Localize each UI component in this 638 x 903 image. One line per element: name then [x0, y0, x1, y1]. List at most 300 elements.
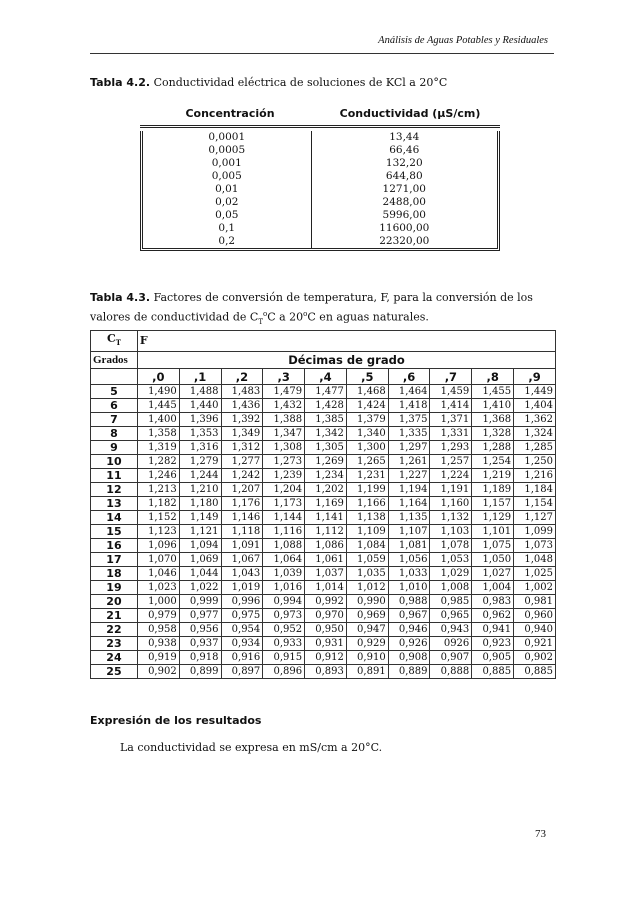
- factor-cell: 0,888: [430, 665, 472, 679]
- grado-cell: 12: [91, 483, 138, 497]
- factor-cell: 1,160: [430, 497, 472, 511]
- table-row: [143, 235, 497, 248]
- factor-cell: 1,231: [346, 469, 388, 483]
- factor-cell: 1,234: [305, 469, 347, 483]
- factor-cell: 0,992: [305, 595, 347, 609]
- factor-cell: 1,039: [263, 567, 305, 581]
- factor-cell: 1,353: [179, 427, 221, 441]
- conductivity-cell: 132,20: [385, 157, 423, 169]
- factor-cell: 1,103: [430, 525, 472, 539]
- factor-cell: 1,146: [221, 511, 263, 525]
- table-4-3-title-sup1: o: [262, 310, 268, 318]
- factor-cell: 1,023: [137, 581, 179, 595]
- factor-cell: 1,061: [305, 553, 347, 567]
- table-4-3: [90, 330, 556, 679]
- factor-cell: 1,204: [263, 483, 305, 497]
- table-row: [91, 637, 556, 651]
- factor-cell: 1,154: [514, 497, 556, 511]
- table-row: [143, 144, 497, 157]
- factor-cell: 1,078: [430, 539, 472, 553]
- factor-cell: 1,138: [346, 511, 388, 525]
- factor-cell: 0,926: [388, 637, 430, 651]
- factor-cell: 0,975: [221, 609, 263, 623]
- table-4-2-title: Conductividad eléctrica de soluciones de KCl a 20°C: [153, 76, 448, 89]
- factor-cell: 1,261: [388, 455, 430, 469]
- factor-cell: 1,342: [305, 427, 347, 441]
- factor-cell: 1,300: [346, 441, 388, 455]
- factor-cell: 1,107: [388, 525, 430, 539]
- factor-cell: 1,219: [472, 469, 514, 483]
- factor-cell: 1,375: [388, 413, 430, 427]
- factor-cell: 1,418: [388, 399, 430, 413]
- factor-cell: 0,956: [179, 623, 221, 637]
- table-4-3-label: Tabla 4.3.: [90, 291, 151, 304]
- factor-cell: 1,331: [430, 427, 472, 441]
- factor-cell: 1,202: [305, 483, 347, 497]
- factor-cell: 1,088: [263, 539, 305, 553]
- factor-cell: 1,033: [388, 567, 430, 581]
- factor-cell: 1,129: [472, 511, 514, 525]
- table-row: [91, 441, 556, 455]
- table-row: [91, 609, 556, 623]
- grado-cell: 11: [91, 469, 138, 483]
- grado-cell: 21: [91, 609, 138, 623]
- factor-cell: 1,064: [263, 553, 305, 567]
- table-4-3-header-row-2: [91, 352, 556, 369]
- factor-cell: 0,981: [514, 595, 556, 609]
- grado-cell: 15: [91, 525, 138, 539]
- factor-cell: 1,347: [263, 427, 305, 441]
- factor-cell: 1,432: [263, 399, 305, 413]
- factor-cell: 0,967: [388, 609, 430, 623]
- grado-cell: 25: [91, 665, 138, 679]
- factor-cell: 0,994: [263, 595, 305, 609]
- table-row: [91, 469, 556, 483]
- factor-cell: 1,324: [514, 427, 556, 441]
- factor-cell: 1,254: [472, 455, 514, 469]
- page-number: 73: [535, 828, 546, 840]
- factor-cell: 1,468: [346, 385, 388, 399]
- factor-cell: 0,899: [179, 665, 221, 679]
- factor-cell: 0,977: [179, 609, 221, 623]
- factor-cell: 1,044: [179, 567, 221, 581]
- factor-cell: 1,244: [179, 469, 221, 483]
- concentration-cell: 0,001: [143, 157, 312, 170]
- factor-cell: 1,144: [263, 511, 305, 525]
- factor-cell: 1,169: [305, 497, 347, 511]
- factor-cell: 1,285: [514, 441, 556, 455]
- conductivity-cell: 22320,00: [379, 235, 430, 247]
- factor-cell: 1,404: [514, 399, 556, 413]
- table-4-3-decimal-row: [91, 369, 556, 385]
- decimal-header-cell: ,5: [346, 369, 388, 385]
- factor-cell: 1,213: [137, 483, 179, 497]
- factor-cell: 1,141: [305, 511, 347, 525]
- factor-cell: 0,885: [472, 665, 514, 679]
- conductivity-cell: 1271,00: [382, 183, 426, 195]
- factor-cell: 1,316: [179, 441, 221, 455]
- table-row: [91, 525, 556, 539]
- table-row: [91, 623, 556, 637]
- factor-cell: 1,328: [472, 427, 514, 441]
- factor-cell: 1,075: [472, 539, 514, 553]
- factor-cell: 1,250: [514, 455, 556, 469]
- ct-header: $C_T$: [91, 331, 138, 352]
- factor-cell: 1,084: [346, 539, 388, 553]
- factor-cell: 1,388: [263, 413, 305, 427]
- factor-cell: 0,996: [221, 595, 263, 609]
- table-row: [91, 581, 556, 595]
- factor-cell: 1,410: [472, 399, 514, 413]
- grados-header: Grados: [91, 352, 138, 369]
- factor-cell: 1,069: [179, 553, 221, 567]
- decimal-header-cell: ,7: [430, 369, 472, 385]
- table-row: [91, 651, 556, 665]
- factor-cell: 0,947: [346, 623, 388, 637]
- factor-cell: 1,449: [514, 385, 556, 399]
- grado-cell: 19: [91, 581, 138, 595]
- table-4-3-caption: [90, 290, 554, 330]
- factor-cell: 1,067: [221, 553, 263, 567]
- factor-cell: 1,445: [137, 399, 179, 413]
- factor-cell: 1,464: [388, 385, 430, 399]
- table-row: [91, 427, 556, 441]
- concentration-cell: 0,01: [143, 183, 312, 196]
- decimal-header-cell: ,4: [305, 369, 347, 385]
- factor-cell: 1,239: [263, 469, 305, 483]
- factor-cell: 0,962: [472, 609, 514, 623]
- factor-cell: 1,265: [346, 455, 388, 469]
- factor-cell: 0,907: [430, 651, 472, 665]
- grado-cell: 18: [91, 567, 138, 581]
- factor-cell: 1,096: [137, 539, 179, 553]
- decimal-header-cell: ,9: [514, 369, 556, 385]
- factor-cell: 1,152: [137, 511, 179, 525]
- factor-cell: 1,135: [388, 511, 430, 525]
- table-row: [91, 567, 556, 581]
- table-row: [91, 665, 556, 679]
- factor-cell: 0,946: [388, 623, 430, 637]
- concentration-cell: 0,005: [143, 170, 312, 183]
- factor-cell: 1,164: [388, 497, 430, 511]
- conductivity-cell: 11600,00: [379, 222, 430, 234]
- factor-cell: 1,173: [263, 497, 305, 511]
- grado-cell: 5: [91, 385, 138, 399]
- decimal-header-cell: ,8: [472, 369, 514, 385]
- factor-cell: 0,940: [514, 623, 556, 637]
- f-header: F: [137, 331, 555, 352]
- factor-cell: 1,273: [263, 455, 305, 469]
- empty-cell: [91, 369, 138, 385]
- table-row: [143, 196, 497, 209]
- factor-cell: 0926: [430, 637, 472, 651]
- grado-cell: 17: [91, 553, 138, 567]
- factor-cell: 1,483: [221, 385, 263, 399]
- grado-cell: 8: [91, 427, 138, 441]
- table-row: [91, 413, 556, 427]
- table-row: [91, 511, 556, 525]
- grado-cell: 22: [91, 623, 138, 637]
- factor-cell: 1,424: [346, 399, 388, 413]
- factor-cell: 1,043: [221, 567, 263, 581]
- header-divider: [90, 53, 554, 54]
- factor-cell: 0,950: [305, 623, 347, 637]
- factor-cell: 1,216: [514, 469, 556, 483]
- factor-cell: 1,070: [137, 553, 179, 567]
- factor-cell: 1,035: [346, 567, 388, 581]
- factor-cell: 1,414: [430, 399, 472, 413]
- factor-cell: 1,081: [388, 539, 430, 553]
- factor-cell: 1,091: [221, 539, 263, 553]
- factor-cell: 1,166: [346, 497, 388, 511]
- factor-cell: 1,050: [472, 553, 514, 567]
- factor-cell: 0,970: [305, 609, 347, 623]
- table-row: [143, 157, 497, 170]
- factor-cell: 1,282: [137, 455, 179, 469]
- factor-cell: 1,176: [221, 497, 263, 511]
- factor-cell: 1,246: [137, 469, 179, 483]
- factor-cell: 1,016: [263, 581, 305, 595]
- table-4-3-header-row-1: [91, 331, 556, 352]
- factor-cell: 1,008: [430, 581, 472, 595]
- factor-cell: 1,094: [179, 539, 221, 553]
- factor-cell: 0,921: [514, 637, 556, 651]
- factor-cell: 0,910: [346, 651, 388, 665]
- factor-cell: 0,919: [137, 651, 179, 665]
- factor-cell: 1,002: [514, 581, 556, 595]
- factor-cell: 1,207: [221, 483, 263, 497]
- grado-cell: 6: [91, 399, 138, 413]
- factor-cell: 1,149: [179, 511, 221, 525]
- table-4-3-title-sub: T: [258, 317, 263, 326]
- factor-cell: 1,118: [221, 525, 263, 539]
- factor-cell: 1,385: [305, 413, 347, 427]
- table-row: [91, 595, 556, 609]
- column-header-concentracion: Concentración: [185, 106, 275, 120]
- factor-cell: 1,027: [472, 567, 514, 581]
- factor-cell: 0,902: [137, 665, 179, 679]
- factor-cell: 1,392: [221, 413, 263, 427]
- factor-cell: 1,059: [346, 553, 388, 567]
- factor-cell: 1,269: [305, 455, 347, 469]
- factor-cell: 1,112: [305, 525, 347, 539]
- factor-cell: 1,199: [346, 483, 388, 497]
- factor-cell: 0,985: [430, 595, 472, 609]
- table-row: [91, 553, 556, 567]
- factor-cell: 0,934: [221, 637, 263, 651]
- table-row: [91, 399, 556, 413]
- factor-cell: 1,312: [221, 441, 263, 455]
- conductivity-cell: 2488,00: [382, 196, 426, 208]
- factor-cell: 0,973: [263, 609, 305, 623]
- table-4-3-title-sup2: o: [303, 310, 308, 318]
- concentration-cell: 0,0001: [143, 131, 312, 144]
- factor-cell: 1,455: [472, 385, 514, 399]
- grado-cell: 20: [91, 595, 138, 609]
- grado-cell: 13: [91, 497, 138, 511]
- factor-cell: 1,490: [137, 385, 179, 399]
- table-4-2-header: [140, 101, 500, 128]
- factor-cell: 0,918: [179, 651, 221, 665]
- factor-cell: 1,210: [179, 483, 221, 497]
- factor-cell: 1,010: [388, 581, 430, 595]
- factor-cell: 1,459: [430, 385, 472, 399]
- factor-cell: 1,477: [305, 385, 347, 399]
- grado-cell: 10: [91, 455, 138, 469]
- table-4-2-caption: [90, 75, 554, 91]
- decimal-header-cell: ,1: [179, 369, 221, 385]
- factor-cell: 1,099: [514, 525, 556, 539]
- factor-cell: 0,929: [346, 637, 388, 651]
- factor-cell: 1,227: [388, 469, 430, 483]
- results-text: La conductividad se expresa en mS/cm a 20°C.: [120, 741, 383, 754]
- factor-cell: 0,969: [346, 609, 388, 623]
- factor-cell: 0,983: [472, 595, 514, 609]
- table-row: [143, 170, 497, 183]
- factor-cell: 0,965: [430, 609, 472, 623]
- factor-cell: 1,279: [179, 455, 221, 469]
- factor-cell: 1,436: [221, 399, 263, 413]
- factor-cell: 1,046: [137, 567, 179, 581]
- factor-cell: 0,908: [388, 651, 430, 665]
- grado-cell: 9: [91, 441, 138, 455]
- factor-cell: 1,368: [472, 413, 514, 427]
- factor-cell: 0,954: [221, 623, 263, 637]
- factor-cell: 0,952: [263, 623, 305, 637]
- table-row: [143, 183, 497, 196]
- table-4-3-title-b: C a 20: [267, 310, 304, 324]
- factor-cell: 1,086: [305, 539, 347, 553]
- table-row: [143, 131, 497, 144]
- factor-cell: 1,319: [137, 441, 179, 455]
- factor-cell: 1,288: [472, 441, 514, 455]
- table-4-3-title-a: Factores de conversión de temperatura, F, para la conversión de los valores de conductividad de C: [90, 291, 533, 324]
- factor-cell: 0,931: [305, 637, 347, 651]
- factor-cell: 1,184: [514, 483, 556, 497]
- factor-cell: 1,101: [472, 525, 514, 539]
- conductivity-cell: 13,44: [389, 131, 420, 143]
- factor-cell: 1,358: [137, 427, 179, 441]
- factor-cell: 1,121: [179, 525, 221, 539]
- factor-cell: 0,988: [388, 595, 430, 609]
- factor-cell: 1,297: [388, 441, 430, 455]
- factor-cell: 1,224: [430, 469, 472, 483]
- factor-cell: 1,488: [179, 385, 221, 399]
- factor-cell: 1,340: [346, 427, 388, 441]
- table-row: [143, 222, 497, 235]
- decimal-header-cell: ,6: [388, 369, 430, 385]
- factor-cell: 0,958: [137, 623, 179, 637]
- factor-cell: 0,960: [514, 609, 556, 623]
- factor-cell: 1,180: [179, 497, 221, 511]
- factor-cell: 1,257: [430, 455, 472, 469]
- factor-cell: 1,428: [305, 399, 347, 413]
- conductivity-cell: 5996,00: [382, 209, 426, 221]
- factor-cell: 1,349: [221, 427, 263, 441]
- factor-cell: 1,396: [179, 413, 221, 427]
- grado-cell: 16: [91, 539, 138, 553]
- factor-cell: 0,902: [514, 651, 556, 665]
- factor-cell: 1,019: [221, 581, 263, 595]
- factor-cell: 0,896: [263, 665, 305, 679]
- column-header-conductividad: Conductividad (µS/cm): [339, 106, 481, 120]
- table-row: [91, 539, 556, 553]
- factor-cell: 1,242: [221, 469, 263, 483]
- grado-cell: 23: [91, 637, 138, 651]
- table-row: [91, 483, 556, 497]
- table-row: [91, 455, 556, 469]
- factor-cell: 1,053: [430, 553, 472, 567]
- factor-cell: 1,109: [346, 525, 388, 539]
- factor-cell: 1,025: [514, 567, 556, 581]
- conductivity-cell: 66,46: [389, 144, 420, 156]
- factor-cell: 1,371: [430, 413, 472, 427]
- running-header: Análisis de Aguas Potables y Residuales: [378, 35, 548, 46]
- factor-cell: 1,308: [263, 441, 305, 455]
- table-4-2-label: Tabla 4.2.: [90, 76, 151, 89]
- factor-cell: 0,885: [514, 665, 556, 679]
- factor-cell: 0,999: [179, 595, 221, 609]
- factor-cell: 0,915: [263, 651, 305, 665]
- grado-cell: 14: [91, 511, 138, 525]
- table-4-2: [140, 101, 500, 251]
- factor-cell: 1,157: [472, 497, 514, 511]
- factor-cell: 0,979: [137, 609, 179, 623]
- factor-cell: 1,379: [346, 413, 388, 427]
- factor-cell: 0,938: [137, 637, 179, 651]
- factor-cell: 0,891: [346, 665, 388, 679]
- factor-cell: 1,191: [430, 483, 472, 497]
- factor-cell: 0,912: [305, 651, 347, 665]
- factor-cell: 1,182: [137, 497, 179, 511]
- factor-cell: 1,362: [514, 413, 556, 427]
- factor-cell: 1,012: [346, 581, 388, 595]
- decimal-header-cell: ,3: [263, 369, 305, 385]
- conductivity-cell: 644,80: [385, 170, 423, 182]
- factor-cell: 1,335: [388, 427, 430, 441]
- factor-cell: 1,004: [472, 581, 514, 595]
- table-4-2-body: [140, 131, 500, 251]
- factor-cell: 1,127: [514, 511, 556, 525]
- factor-cell: 1,056: [388, 553, 430, 567]
- decimal-header-cell: ,0: [137, 369, 179, 385]
- factor-cell: 0,941: [472, 623, 514, 637]
- factor-cell: 1,194: [388, 483, 430, 497]
- table-row: [91, 385, 556, 399]
- results-heading: Expresión de los resultados: [90, 714, 262, 727]
- factor-cell: 1,479: [263, 385, 305, 399]
- factor-cell: 0,916: [221, 651, 263, 665]
- decimal-header-cell: ,2: [221, 369, 263, 385]
- factor-cell: 0,923: [472, 637, 514, 651]
- table-4-3-title-c: C en aguas naturales.: [307, 310, 429, 324]
- concentration-cell: 0,02: [143, 196, 312, 209]
- factor-cell: 1,400: [137, 413, 179, 427]
- factor-cell: 0,889: [388, 665, 430, 679]
- grado-cell: 7: [91, 413, 138, 427]
- decimas-header: Décimas de grado: [137, 352, 555, 369]
- factor-cell: 0,893: [305, 665, 347, 679]
- factor-cell: 1,048: [514, 553, 556, 567]
- factor-cell: 0,990: [346, 595, 388, 609]
- factor-cell: 0,905: [472, 651, 514, 665]
- factor-cell: 1,037: [305, 567, 347, 581]
- factor-cell: 1,440: [179, 399, 221, 413]
- factor-cell: 1,189: [472, 483, 514, 497]
- factor-cell: 1,029: [430, 567, 472, 581]
- factor-cell: 1,014: [305, 581, 347, 595]
- factor-cell: 0,897: [221, 665, 263, 679]
